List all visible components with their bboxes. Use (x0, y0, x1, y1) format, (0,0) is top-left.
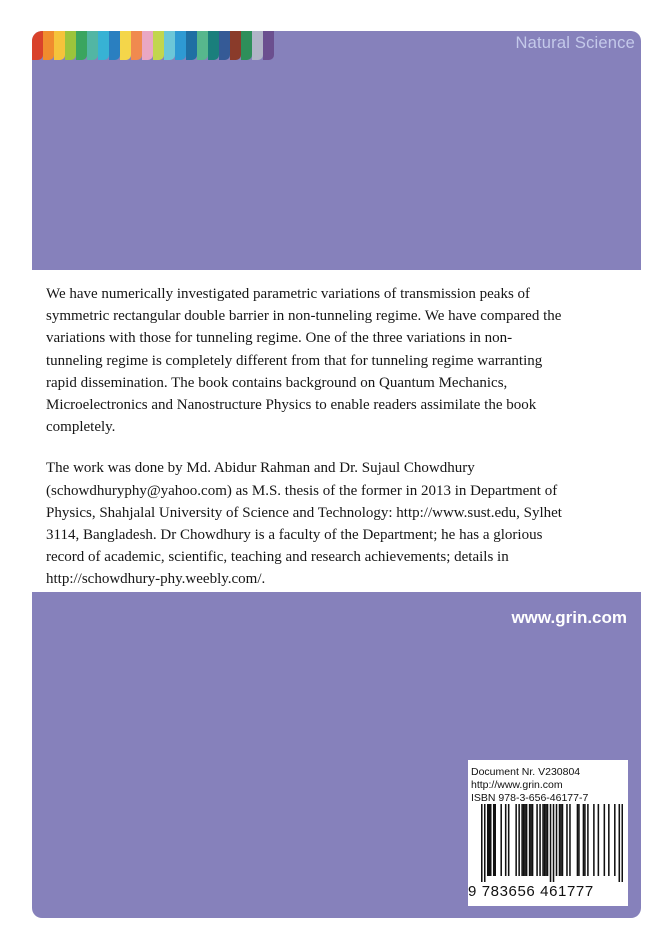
barcode-bar (550, 804, 552, 882)
color-stripe (241, 31, 252, 60)
color-stripe (175, 31, 186, 60)
barcode-bar (488, 804, 490, 876)
abstract-text (46, 283, 566, 591)
document-info (471, 766, 588, 805)
color-stripe (43, 31, 54, 60)
color-stripe (109, 31, 120, 60)
category-label: Natural Science (515, 34, 635, 52)
color-stripe (65, 31, 76, 60)
barcode-bar (521, 804, 523, 876)
barcode-bar (604, 804, 606, 876)
barcode-bar (547, 804, 549, 876)
color-stripe (164, 31, 175, 60)
color-stripe (98, 31, 109, 60)
color-stripe (76, 31, 87, 60)
color-stripe (153, 31, 164, 60)
color-stripe (131, 31, 142, 60)
barcode-bar (481, 804, 483, 882)
barcode-bar (619, 804, 621, 882)
barcode-bar (553, 804, 555, 882)
barcode-bar (529, 804, 531, 876)
barcode-bar (569, 804, 571, 876)
document-number: Document Nr. V230804 (471, 766, 581, 778)
barcode-bar (544, 804, 546, 876)
color-stripes (32, 31, 274, 60)
barcode-bar (593, 804, 595, 876)
barcode-bar (530, 804, 532, 876)
abstract-paragraph-1: We have numerically investigated parametric variations of transmission peaks of symmetric rectangular double barrier in non-tunneling regime. We have compared the variations with those for tunneling regime. One of the three variations in non-tunneling regime is completely different from that for tunneling regime warranting rapid dissemination. The book contains background on Quantum Mechanics, Microelectronics and Nanostructure Physics to enable readers assimilate the book completely. (46, 286, 562, 436)
color-stripe (54, 31, 65, 60)
barcode-bar (578, 804, 580, 876)
barcode-bar (505, 804, 507, 876)
barcode-bar (560, 804, 562, 876)
color-stripe (219, 31, 230, 60)
barcode-bar (584, 804, 586, 876)
color-stripe (87, 31, 98, 60)
barcode-bar (487, 804, 489, 876)
barcode-bar (608, 804, 610, 876)
barcode-bar (566, 804, 568, 876)
color-stripe (142, 31, 153, 60)
barcode-bar (494, 804, 496, 876)
color-stripe (197, 31, 208, 60)
barcode-bar (556, 804, 558, 876)
barcode-bar (508, 804, 510, 876)
barcode-bar (524, 804, 526, 876)
document-info-box (468, 760, 628, 906)
cover-bottom-panel (32, 592, 641, 918)
barcode-bar (545, 804, 547, 876)
color-stripe (186, 31, 197, 60)
color-stripe (208, 31, 219, 60)
barcode-bar (539, 804, 541, 876)
barcode (481, 804, 623, 882)
barcode-bar (542, 804, 544, 876)
publisher-url: http://www.grin.com (471, 779, 563, 791)
barcode-bar (490, 804, 492, 876)
abstract-paragraph-2: The work was done by Md. Abidur Rahman and Dr. Sujaul Chowdhury (schowdhuryphy@yahoo.com) as M.S. thesis of the former in 2013 in Department of Physics, Shahjalal University of Science and Technology: http://www.sust.edu, Sylhet 3114, Bangladesh. Dr Chowdhury is a faculty of the Department; he has a glorious record of academic, scientific, teaching and research achievements; details in http://schowdhury-phy.weebly.com/. (46, 460, 562, 588)
barcode-bar (532, 804, 534, 876)
color-stripe (230, 31, 241, 60)
color-stripe (263, 31, 274, 60)
barcode-bar (587, 804, 589, 876)
barcode-bar (559, 804, 561, 876)
barcode-bar (493, 804, 495, 876)
isbn: ISBN 978-3-656-46177-7 (471, 792, 589, 804)
barcode-bar (622, 804, 623, 882)
barcode-bar (523, 804, 525, 876)
barcode-bar (562, 804, 564, 876)
barcode-bar (526, 804, 528, 876)
barcode-bar (484, 804, 486, 882)
barcode-bar (500, 804, 502, 876)
color-stripe (32, 31, 43, 60)
publisher-website: www.grin.com (511, 608, 627, 627)
color-stripe (252, 31, 263, 60)
cover-top-panel (32, 31, 641, 270)
barcode-bar (536, 804, 538, 876)
barcode-bar (518, 804, 520, 876)
barcode-bar (577, 804, 579, 876)
barcode-digits: 9 783656 461777 (468, 883, 594, 900)
color-stripe (120, 31, 131, 60)
barcode-bar (598, 804, 600, 876)
barcode-bar (515, 804, 517, 876)
barcode-bar (614, 804, 616, 876)
barcode-bar (583, 804, 585, 876)
